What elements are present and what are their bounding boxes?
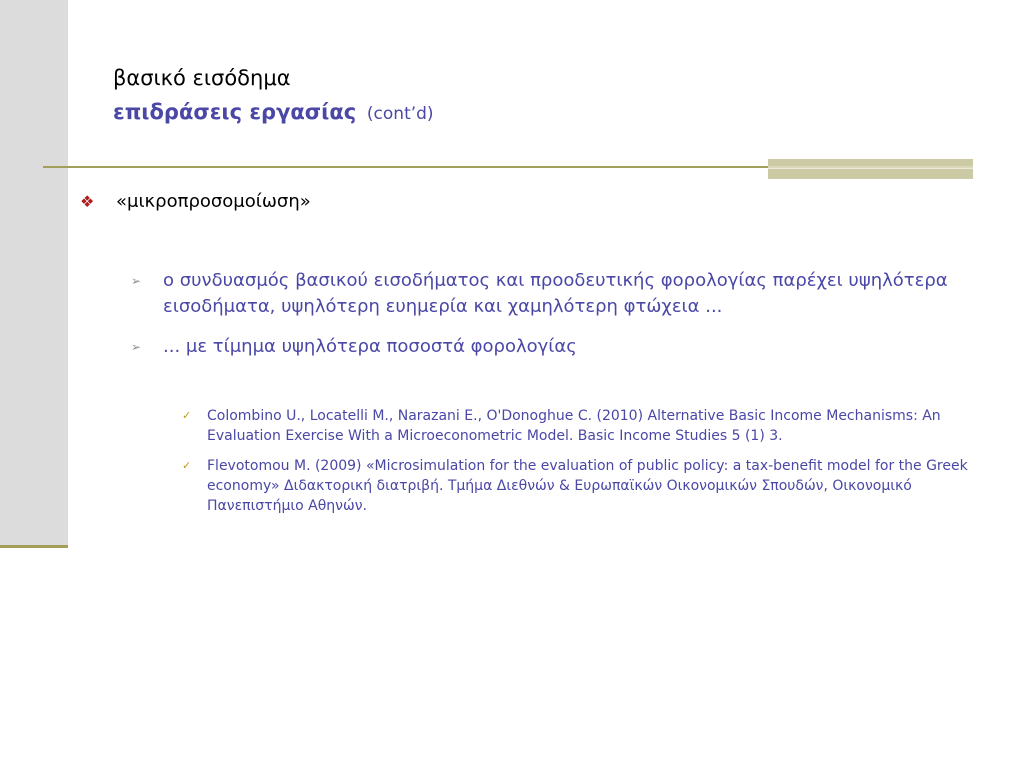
arrow-bullet-icon: ➢ (131, 340, 142, 354)
title-divider-accent-block (768, 159, 973, 179)
left-sidebar-band (0, 0, 68, 545)
check-bullet-icon: ✓ (182, 459, 192, 472)
subtitle-main: επιδράσεις εργασίας (113, 100, 357, 124)
bullet-level2-text: ο συνδυασμός βασικού εισοδήματος και προοδευτικής φορολογίας παρέχει υψηλότερα εισοδήματα, υψηλότερη ευημερία και χαμηλότερη φτώχεια ... (163, 270, 948, 317)
check-bullet-icon: ✓ (182, 409, 192, 422)
slide-title: βασικό εισόδημα (113, 66, 291, 90)
title-divider-accent-stripe (768, 166, 973, 169)
bullet-level1 (80, 189, 311, 215)
bullet-level2-text: ... με τίμημα υψηλότερα ποσοστά φορολογίας (163, 336, 577, 357)
subtitle-suffix: (cont’d) (366, 104, 434, 124)
slide-subtitle (113, 98, 434, 128)
bullet-level2-item (131, 334, 951, 360)
reference-item (182, 406, 972, 446)
reference-item (182, 456, 972, 516)
reference-text: Colombino U., Locatelli M., Narazani E., O'Donoghue C. (2010) Alternative Basic Income Mechanisms: An Evaluation Exercise With a Microeconometric Model. Basic Income Studies 5 (1) 3. (207, 408, 941, 444)
diamond-bullet-icon: ❖ (80, 192, 95, 211)
sidebar-bottom-rule (0, 545, 68, 548)
arrow-bullet-icon: ➢ (131, 274, 142, 288)
reference-text: Flevotomou M. (2009) «Microsimulation for the evaluation of public policy: a tax-benefit model for the Greek economy» Διδακτορική διατριβή. Τμήμα Διεθνών & Ευρωπαϊκών Οικονομικών Σπουδών, Οικονομικό Πανεπιστήμιο Αθηνών. (207, 458, 968, 514)
bullet-level1-text: «μικροπροσομοίωση» (116, 191, 311, 212)
bullet-level2-item (131, 268, 951, 320)
